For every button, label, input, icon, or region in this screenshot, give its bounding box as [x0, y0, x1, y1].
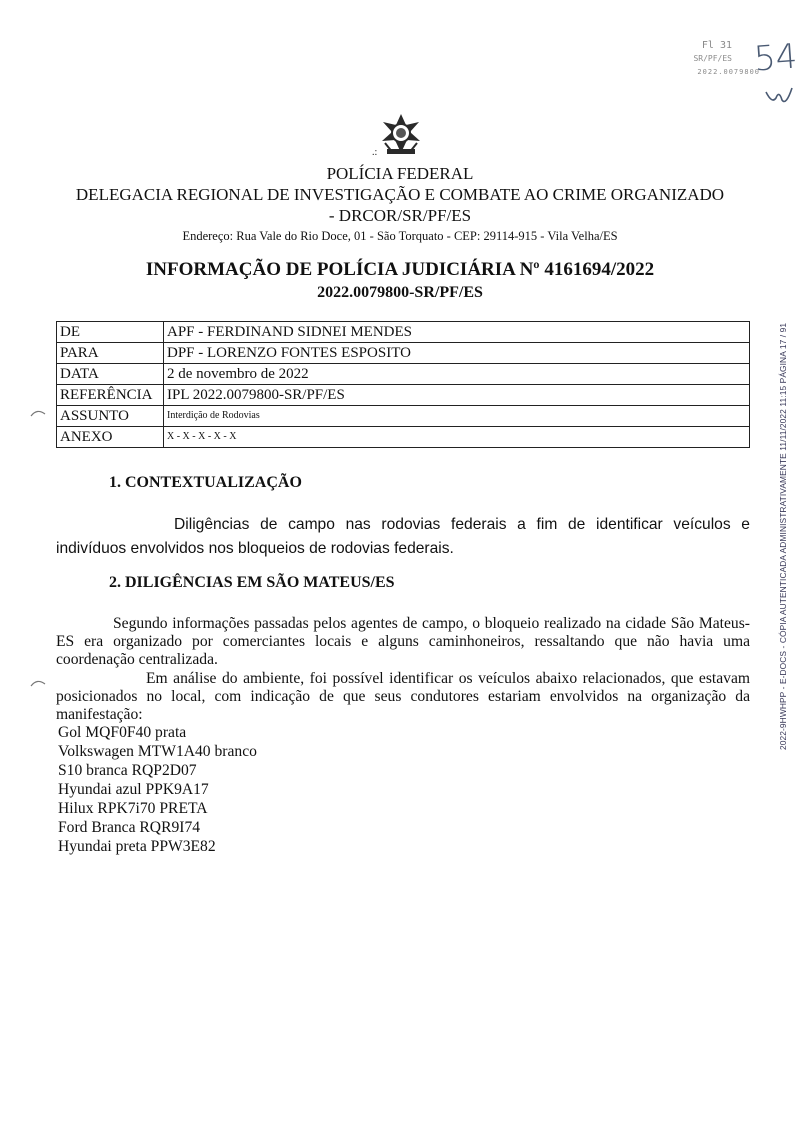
vehicle-list — [58, 723, 257, 856]
row-value: Interdição de Rodovias — [164, 406, 750, 427]
table-row — [57, 406, 750, 427]
row-label: DE — [57, 322, 164, 343]
organization-name: POLÍCIA FEDERAL — [326, 164, 474, 183]
table-row — [57, 385, 750, 406]
list-item: Hyundai preta PPW3E82 — [58, 838, 216, 855]
row-value: IPL 2022.0079800-SR/PF/ES — [164, 385, 750, 406]
unit-name-line1: DELEGACIA REGIONAL DE INVESTIGAÇÃO E COMBATE AO CRIME ORGANIZADO — [75, 185, 725, 204]
row-label: PARA — [57, 343, 164, 364]
table-row — [57, 427, 750, 448]
address: Endereço: Rua Vale do Rio Doce, 01 - São Torquato - CEP: 29114-915 - Vila Velha/ES — [182, 229, 618, 243]
handwritten-initial-icon — [764, 84, 794, 106]
margin-tick-icon — [30, 408, 46, 418]
row-label: REFERÊNCIA — [57, 385, 164, 406]
section2-paragraph1: Segundo informações passadas pelos agentes de campo, o bloqueio realizado na cidade São Mateus-ES era organizado por comerciantes locais e alguns caminhoneiros, ressaltando que não havia uma coordenação centralizada. — [56, 615, 750, 668]
list-item: Hilux RPK7i70 PRETA — [58, 800, 208, 817]
crest-mark-icon: .: — [372, 147, 378, 158]
row-value: X - X - X - X - X — [164, 427, 750, 448]
table-row — [57, 343, 750, 364]
margin-tick-icon — [30, 678, 46, 688]
table-row — [57, 322, 750, 343]
row-label: DATA — [57, 364, 164, 385]
list-item: S10 branca RQP2D07 — [58, 762, 197, 779]
row-value: DPF - LORENZO FONTES ESPOSITO — [164, 343, 750, 364]
title-sub: 2022.0079800-SR/PF/ES — [317, 284, 483, 301]
section2-title: 2. DILIGÊNCIAS EM SÃO MATEUS/ES — [109, 574, 395, 591]
section1-text: Diligências de campo nas rodovias federais a fim de identificar veículos e indivíduos envolvidos nos bloqueios de rodovias federais. — [56, 516, 750, 557]
brazil-coat-of-arms-icon — [379, 113, 423, 157]
list-item: Ford Branca RQR9I74 — [58, 819, 201, 836]
row-label: ASSUNTO — [57, 406, 164, 427]
document-header — [0, 164, 800, 245]
unit-name-line2: - DRCOR/SR/PF/ES — [328, 206, 472, 225]
list-item: Hyundai azul PPK9A17 — [58, 781, 209, 798]
section2-paragraph2: Em análise do ambiente, foi possível identificar os veículos abaixo relacionados, que estavam posicionados no local, com indicação de que seus condutores estariam envolvidos na organização da manifestação: — [56, 670, 750, 723]
handwritten-page-number: 54 — [752, 36, 799, 80]
row-value: 2 de novembro de 2022 — [164, 364, 750, 385]
section1-title: 1. CONTEXTUALIZAÇÃO — [109, 474, 302, 491]
row-value: APF - FERDINAND SIDNEI MENDES — [164, 322, 750, 343]
metadata-table — [56, 321, 750, 448]
table-row — [57, 364, 750, 385]
folio-label: Fl 31 — [701, 40, 732, 51]
title-main: INFORMAÇÃO DE POLÍCIA JUDICIÁRIA Nº 4161694/2022 — [145, 259, 655, 280]
list-item: Volkswagen MTW1A40 branco — [58, 743, 257, 760]
stamp-unit: SR/PF/ES — [693, 54, 732, 63]
document-title — [0, 258, 800, 303]
row-label: ANEXO — [57, 427, 164, 448]
authentication-sidebar-text: 2022-9HWHPP - E-DOCS - CÓPIA AUTENTICADA ADMINISTRATIVAMENTE 11/11/2022 11:15 PÁGINA 17 / 91 — [778, 322, 788, 750]
stamp-process-number: 2022.0079800 — [697, 68, 760, 76]
list-item: Gol MQF0F40 prata — [58, 724, 187, 741]
